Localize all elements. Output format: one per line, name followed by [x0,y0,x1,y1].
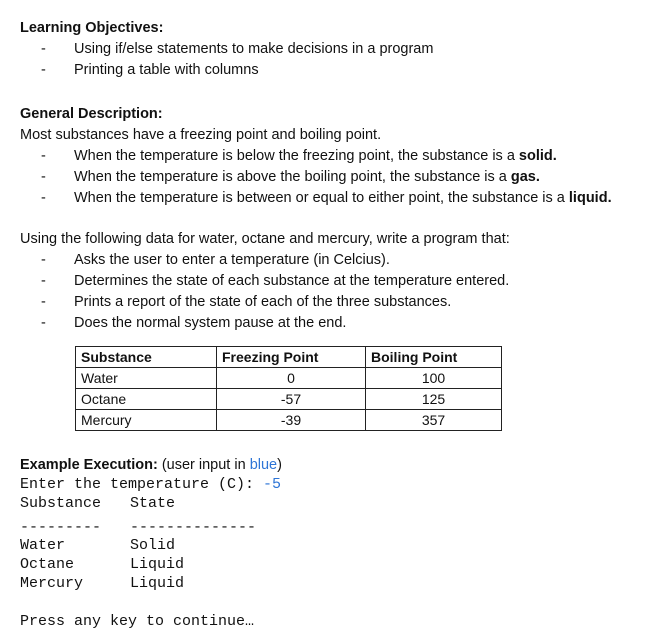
console-pause-line: Press any key to continue… [20,613,255,630]
console-state: Liquid [130,556,185,573]
example-label-end: ) [277,457,282,473]
console-user-input: -5 [263,476,282,493]
table-header-cell: Freezing Point [217,347,366,368]
rule-text: When the temperature is above the boiling point, the substance is a [74,169,511,185]
table-cell: 357 [366,410,502,431]
rule-text: When the temperature is below the freezing point, the substance is a [74,148,519,164]
list-item: - Using if/else statements to make decisions in a program [20,39,433,60]
example-label-bold: Example Execution: [20,457,158,473]
console-prompt: Enter the temperature (C): [20,476,264,493]
console-col1-rule: --------- [20,519,102,536]
table-header-cell: Substance [76,347,217,368]
instructions-list [20,250,510,334]
general-description-intro: Most substances have a freezing point and boiling point. [20,127,382,143]
table-header-row [76,347,502,368]
rule-state: gas. [510,169,540,185]
rule-state: liquid. [568,190,612,206]
console-header-line [20,494,281,513]
learning-objectives-list [20,39,433,81]
list-item: - Asks the user to enter a temperature (in Celcius). [20,250,510,271]
table-cell: Octane [76,389,217,410]
table-cell: -57 [217,389,366,410]
table-row [76,389,502,410]
console-col2-rule: -------------- [130,519,257,536]
state-rules-list [20,146,612,209]
general-description-section [20,104,612,209]
console-row [20,555,281,574]
list-item: - Determines the state of each substance at the temperature entered. [20,271,510,292]
rule-state: solid. [518,148,557,164]
example-label-text: (user input in [157,457,250,473]
learning-objectives-heading: Learning Objectives: [20,20,164,36]
substance-data-table [75,346,502,431]
list-item [20,188,612,209]
example-execution-label [20,455,282,476]
console-output [20,475,281,631]
general-description-heading: General Description: [20,106,163,122]
table-cell: 100 [366,368,502,389]
instructions-section [20,229,510,334]
console-row [20,574,281,593]
list-item: - Printing a table with columns [20,60,433,81]
table-header-cell: Boiling Point [366,347,502,368]
table-row [76,368,502,389]
example-label-blue: blue [249,457,278,473]
console-state: Solid [130,537,176,554]
instructions-intro: Using the following data for water, octane and mercury, write a program that: [20,231,510,247]
console-substance: Water [20,537,66,554]
console-state: Liquid [130,575,185,592]
console-substance: Octane [20,556,75,573]
console-substance: Mercury [20,575,84,592]
table-cell: 0 [217,368,366,389]
list-item: - Prints a report of the state of each of the three substances. [20,292,510,313]
table-cell: 125 [366,389,502,410]
list-item [20,167,612,188]
console-prompt-line [20,475,281,494]
table-cell: Mercury [76,410,217,431]
table-cell: -39 [217,410,366,431]
list-item [20,146,612,167]
learning-objectives-section [20,18,433,81]
list-item: - Does the normal system pause at the end. [20,313,510,334]
rule-text: When the temperature is between or equal to either point, the substance is a [74,190,569,206]
console-col2-header: State [130,495,176,512]
console-rule-line [20,518,281,537]
console-col1-header: Substance [20,495,102,512]
console-row [20,536,281,555]
table-row [76,410,502,431]
table-cell: Water [76,368,217,389]
